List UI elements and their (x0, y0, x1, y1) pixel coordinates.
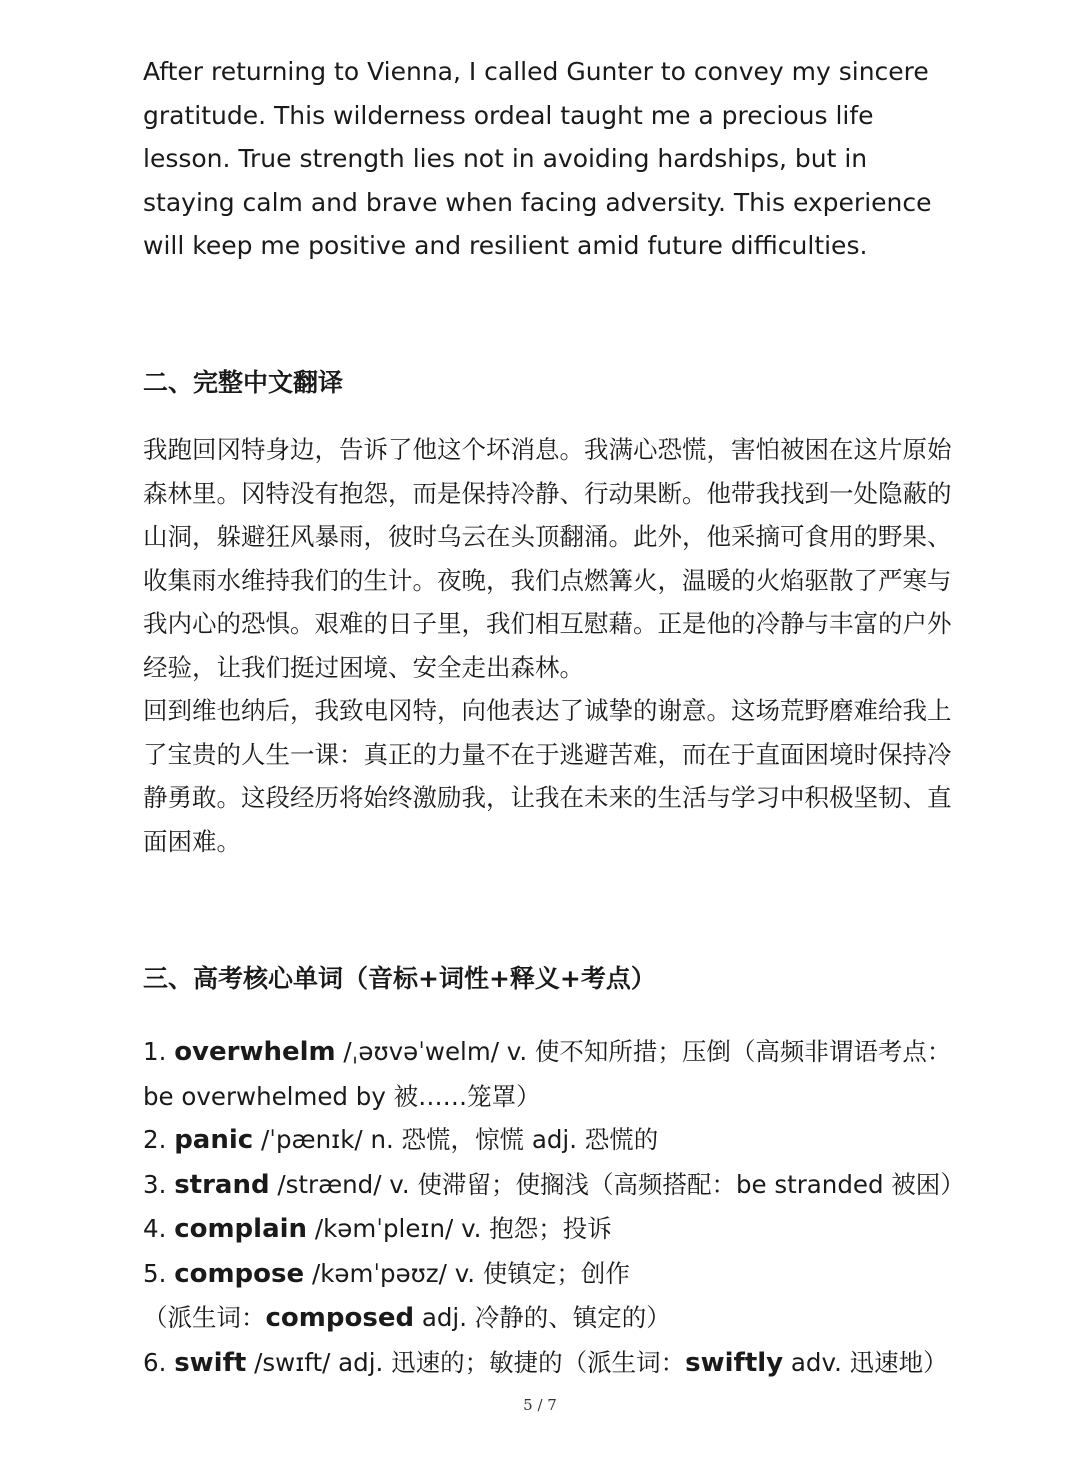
entry-definition: /strænd/ v. 使滞留；使搁浅（高频搭配：be stranded 被困） (277, 1169, 965, 1199)
entry-number: 5. (143, 1258, 167, 1288)
entry-word: strand (174, 1169, 270, 1200)
vocab-entry-1 (143, 1030, 963, 1075)
entry-definition-continued: be overwhelmed by 被……笼罩） (143, 1081, 541, 1111)
vocab-entry-5 (143, 1252, 963, 1297)
section-heading-translation: 二、完整中文翻译 (143, 368, 344, 397)
derived-definition: adj. 冷静的、镇定的） (421, 1303, 671, 1332)
vocab-entry-6 (143, 1341, 963, 1386)
translation-paragraph-2: 回到维也纳后，我致电冈特，向他表达了诚挚的谢意。这场荒野磨难给我上了宝贵的人生一课：真正的力量不在于逃避苦难，而在于直面困境时保持冷静勇敢。这段经历将始终激励我，让我在未来的生活与学习中积极坚韧、直面困难。 (143, 696, 952, 856)
entry-number: 1. (143, 1037, 167, 1066)
english-paragraph: After returning to Vienna, I called Gunter to convey my sincere gratitude. This wilderness ordeal taught me a precious life lesson. True strength lies not in avoiding hardships, but in staying calm and brave when facing adversity. This experience will keep me positive and resilient amid future difficulties. (143, 57, 932, 260)
vocab-entry-1-continued (143, 1075, 963, 1119)
vocabulary-list (143, 1030, 963, 1385)
derived-word: swiftly (685, 1347, 784, 1378)
section-heading-vocabulary: 三、高考核心单词（音标+词性+释义+考点） (143, 964, 656, 993)
vocab-entry-4 (143, 1207, 963, 1252)
entry-definition: /kəmˈpleɪn/ v. 抱怨；投诉 (314, 1214, 612, 1243)
entry-word: swift (174, 1347, 247, 1378)
entry-number: 2. (143, 1125, 167, 1154)
entry-definition: /kəmˈpəʊz/ v. 使镇定；创作 (311, 1258, 630, 1288)
entry-word: overwhelm (174, 1037, 336, 1067)
entry-word: compose (174, 1258, 305, 1289)
entry-number: 3. (143, 1169, 167, 1199)
entry-word: complain (174, 1214, 308, 1244)
entry-number: 6. (143, 1347, 167, 1377)
entry-definition: /ˈpænɪk/ n. 恐慌，惊慌 adj. 恐慌的 (260, 1125, 659, 1154)
vocab-entry-2 (143, 1118, 963, 1163)
chinese-translation (143, 428, 963, 863)
entry-number: 4. (143, 1214, 167, 1243)
vocab-entry-5-derived (143, 1296, 963, 1341)
entry-word: panic (174, 1125, 254, 1155)
entry-definition: /swɪft/ adj. 迅速的；敏捷的（派生词： (254, 1347, 686, 1377)
derived-definition: adv. 迅速地） (790, 1347, 948, 1377)
page-number: 5 / 7 (523, 1396, 557, 1414)
translation-paragraph-1: 我跑回冈特身边，告诉了他这个坏消息。我满心恐慌，害怕被困在这片原始森林里。冈特没有抱怨，而是保持冷静、行动果断。他带我找到一处隐蔽的山洞，躲避狂风暴雨，彼时乌云在头顶翻涌。此外，他采摘可食用的野果、收集雨水维持我们的生计。夜晚，我们点燃篝火，温暖的火焰驱散了严寒与我内心的恐惧。艰难的日子里，我们相互慰藉。正是他的冷静与丰富的户外经验，让我们挺过困境、安全走出森林。 (143, 435, 952, 682)
derived-word: composed (265, 1303, 415, 1333)
entry-definition: /ˌəʊvəˈwelm/ v. 使不知所措；压倒（高频非谓语考点： (343, 1037, 952, 1066)
vocab-entry-3 (143, 1163, 963, 1208)
derived-prefix: （派生词： (143, 1303, 266, 1332)
